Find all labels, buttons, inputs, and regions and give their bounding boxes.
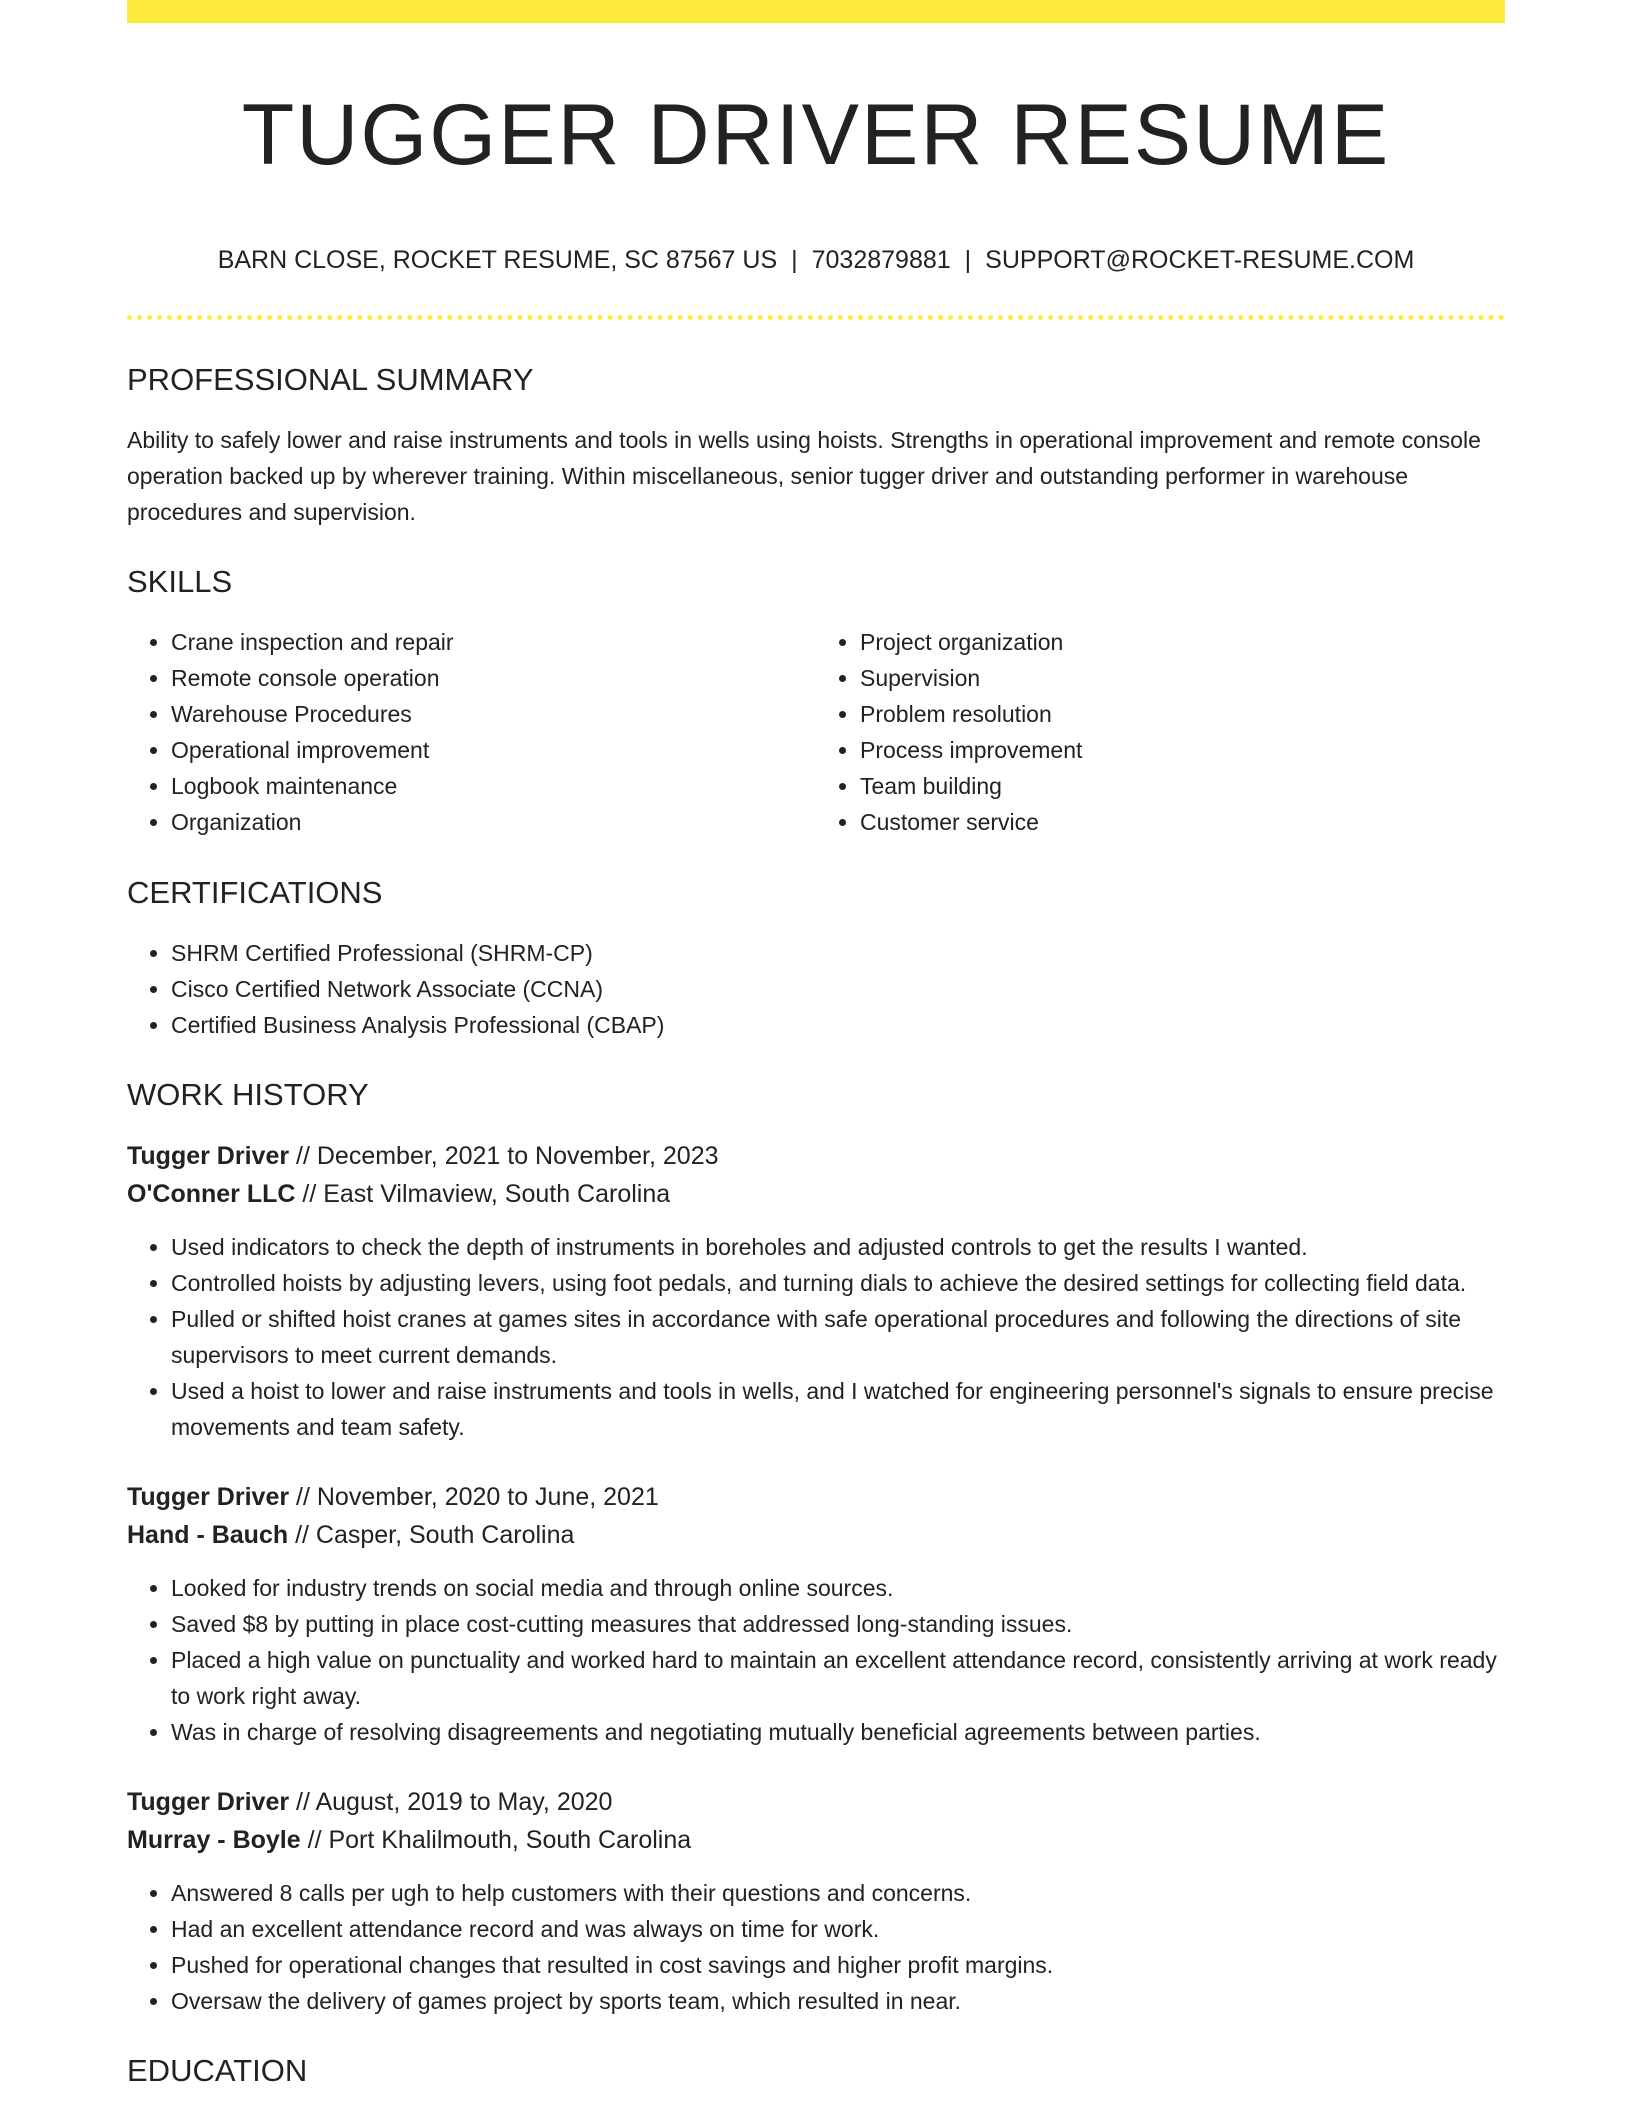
job-company: Murray - Boyle (127, 1826, 301, 1854)
job-bullet: • Oversaw the delivery of games project by sports team, which resulted in near. (171, 1983, 1505, 2019)
job-bullet: • Pushed for operational changes that resulted in cost savings and higher profit margins. (171, 1947, 1505, 1983)
job-header (127, 1783, 1505, 1859)
job-header (127, 1137, 1505, 1213)
skill-item: • Process improvement (860, 732, 1505, 768)
job-dates: // December, 2021 to November, 2023 (289, 1142, 719, 1170)
job-bullets (127, 1570, 1505, 1750)
job-dates: // August, 2019 to May, 2020 (289, 1788, 613, 1816)
certification-item: • Cisco Certified Network Associate (CCNA) (171, 971, 1505, 1007)
certifications-list (127, 935, 1505, 1043)
contact-separator: | (791, 246, 798, 274)
job-entry (127, 1137, 1505, 1445)
job-bullet: • Controlled hoists by adjusting levers, using foot pedals, and turning dials to achieve the desired settings for collecting field data. (171, 1265, 1505, 1301)
job-role: Tugger Driver (127, 1483, 290, 1511)
contact-phone: 7032879881 (811, 246, 951, 274)
job-location: // East Vilmaview, South Carolina (295, 1180, 671, 1208)
job-header (127, 1478, 1505, 1554)
skill-item: • Remote console operation (171, 660, 816, 696)
skills-list-right (816, 624, 1505, 840)
skill-item: • Warehouse Procedures (171, 696, 816, 732)
skill-item: • Supervision (860, 660, 1505, 696)
job-bullets (127, 1229, 1505, 1445)
work-history-heading: WORK HISTORY (127, 1077, 369, 1112)
accent-top-bar (127, 0, 1505, 23)
job-bullet: • Had an excellent attendance record and was always on time for work. (171, 1911, 1505, 1947)
job-bullet: • Saved $8 by putting in place cost-cutting measures that addressed long-standing issues. (171, 1606, 1505, 1642)
contact-address: BARN CLOSE, ROCKET RESUME, SC 87567 US (217, 246, 778, 274)
job-dates: // November, 2020 to June, 2021 (289, 1483, 659, 1511)
certifications-heading: CERTIFICATIONS (127, 875, 383, 910)
contact-line (127, 245, 1505, 275)
skill-item: • Project organization (860, 624, 1505, 660)
job-bullet: • Used a hoist to lower and raise instruments and tools in wells, and I watched for engineering personnel's signals to ensure precise movements and team safety. (171, 1373, 1505, 1445)
job-bullet: • Answered 8 calls per ugh to help customers with their questions and concerns. (171, 1875, 1505, 1911)
job-bullet: • Looked for industry trends on social media and through online sources. (171, 1570, 1505, 1606)
skill-item: • Crane inspection and repair (171, 624, 816, 660)
skills-list-left (127, 624, 816, 840)
skill-item: • Problem resolution (860, 696, 1505, 732)
summary-heading: PROFESSIONAL SUMMARY (127, 362, 534, 397)
certification-item: • Certified Business Analysis Professional (CBAP) (171, 1007, 1505, 1043)
job-bullet: • Used indicators to check the depth of instruments in boreholes and adjusted controls to get the results I wanted. (171, 1229, 1505, 1265)
summary-text: Ability to safely lower and raise instruments and tools in wells using hoists. Strengths in operational improvement and remote console operation backed up by wherever training. Within miscellaneous, senior tugger driver and outstanding performer in warehouse procedures and supervision. (127, 427, 1481, 525)
resume-title: TUGGER DRIVER RESUME (241, 87, 1391, 183)
job-bullet: • Placed a high value on punctuality and worked hard to maintain an excellent attendance record, consistently arriving at work ready to work right away. (171, 1642, 1505, 1714)
skill-item: • Organization (171, 804, 816, 840)
job-location: // Casper, South Carolina (288, 1521, 575, 1549)
skill-item: • Team building (860, 768, 1505, 804)
education-heading: EDUCATION (127, 2053, 308, 2088)
contact-separator: | (964, 246, 972, 274)
job-role: Tugger Driver (127, 1142, 290, 1170)
skills-heading: SKILLS (127, 564, 233, 599)
skill-item: • Logbook maintenance (171, 768, 816, 804)
dotted-divider (127, 315, 1505, 320)
job-company: Hand - Bauch (127, 1521, 289, 1549)
job-entry (127, 1478, 1505, 1750)
contact-email: SUPPORT@ROCKET-RESUME.COM (985, 246, 1415, 274)
job-entry (127, 1783, 1505, 2019)
job-bullets (127, 1875, 1505, 2019)
skills-columns (127, 624, 1505, 840)
resume-page (127, 0, 1505, 2089)
skill-item: • Customer service (860, 804, 1505, 840)
job-role: Tugger Driver (127, 1788, 290, 1816)
job-bullet: • Was in charge of resolving disagreements and negotiating mutually beneficial agreements between parties. (171, 1714, 1505, 1750)
certification-item: • SHRM Certified Professional (SHRM-CP) (171, 935, 1505, 971)
skill-item: • Operational improvement (171, 732, 816, 768)
job-location: // Port Khalilmouth, South Carolina (300, 1826, 692, 1854)
job-bullet: • Pulled or shifted hoist cranes at games sites in accordance with safe operational procedures and following the directions of site supervisors to meet current demands. (171, 1301, 1505, 1373)
job-company: O'Conner LLC (127, 1180, 296, 1208)
